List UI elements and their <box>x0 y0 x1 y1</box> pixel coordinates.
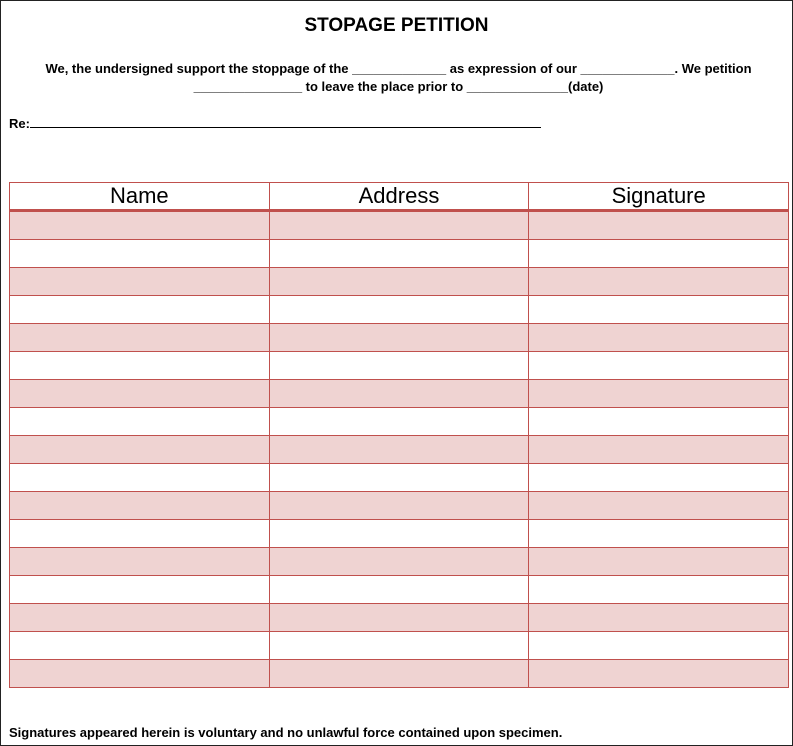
address-cell[interactable] <box>269 296 529 324</box>
table-row <box>10 464 789 492</box>
address-cell[interactable] <box>269 352 529 380</box>
signature-cell[interactable] <box>529 211 789 240</box>
signature-cell[interactable] <box>529 324 789 352</box>
signature-cell[interactable] <box>529 408 789 436</box>
signature-cell[interactable] <box>529 268 789 296</box>
name-cell[interactable] <box>10 240 270 268</box>
name-cell[interactable] <box>10 408 270 436</box>
address-cell[interactable] <box>269 380 529 408</box>
name-cell[interactable] <box>10 520 270 548</box>
re-label: Re: <box>9 116 30 131</box>
address-cell[interactable] <box>269 408 529 436</box>
name-cell[interactable] <box>10 211 270 240</box>
signature-cell[interactable] <box>529 240 789 268</box>
footer-note: Signatures appeared herein is voluntary and no unlawful force contained upon specimen. <box>9 725 563 740</box>
address-cell[interactable] <box>269 211 529 240</box>
table-row <box>10 436 789 464</box>
table-row <box>10 604 789 632</box>
name-cell[interactable] <box>10 268 270 296</box>
address-cell[interactable] <box>269 632 529 660</box>
address-cell[interactable] <box>269 492 529 520</box>
address-cell[interactable] <box>269 520 529 548</box>
signature-cell[interactable] <box>529 436 789 464</box>
table-row <box>10 632 789 660</box>
page-title: STOPAGE PETITION <box>304 15 489 36</box>
name-cell[interactable] <box>10 296 270 324</box>
name-cell[interactable] <box>10 380 270 408</box>
table-row <box>10 520 789 548</box>
intro-paragraph <box>7 60 790 96</box>
name-cell[interactable] <box>10 548 270 576</box>
table-row <box>10 380 789 408</box>
name-cell[interactable] <box>10 352 270 380</box>
table-row <box>10 576 789 604</box>
address-cell[interactable] <box>269 660 529 688</box>
address-cell[interactable] <box>269 604 529 632</box>
re-blank-line[interactable] <box>30 114 541 128</box>
table-row <box>10 296 789 324</box>
name-cell[interactable] <box>10 464 270 492</box>
table-row <box>10 352 789 380</box>
name-cell[interactable] <box>10 492 270 520</box>
signature-table <box>9 182 789 688</box>
address-cell[interactable] <box>269 436 529 464</box>
address-cell[interactable] <box>269 576 529 604</box>
address-cell[interactable] <box>269 268 529 296</box>
name-cell[interactable] <box>10 436 270 464</box>
table-row <box>10 548 789 576</box>
signature-cell[interactable] <box>529 604 789 632</box>
intro-line-1: We, the undersigned support the stoppage of the _____________ as expression of our _____________. We petition <box>45 61 752 76</box>
table-row <box>10 492 789 520</box>
table-row <box>10 268 789 296</box>
table-row <box>10 324 789 352</box>
signature-cell[interactable] <box>529 660 789 688</box>
address-cell[interactable] <box>269 548 529 576</box>
table-row <box>10 408 789 436</box>
signature-cell[interactable] <box>529 492 789 520</box>
signature-cell[interactable] <box>529 380 789 408</box>
address-cell[interactable] <box>269 464 529 492</box>
signature-cell[interactable] <box>529 632 789 660</box>
table-header-row <box>10 183 789 211</box>
name-cell[interactable] <box>10 604 270 632</box>
name-cell[interactable] <box>10 576 270 604</box>
table-row <box>10 211 789 240</box>
table-body <box>10 211 789 688</box>
signature-cell[interactable] <box>529 296 789 324</box>
name-cell[interactable] <box>10 660 270 688</box>
name-cell[interactable] <box>10 324 270 352</box>
table-row <box>10 660 789 688</box>
name-cell[interactable] <box>10 632 270 660</box>
header-address: Address <box>269 183 529 211</box>
signature-cell[interactable] <box>529 548 789 576</box>
address-cell[interactable] <box>269 324 529 352</box>
intro-line-2: _______________ to leave the place prior to ______________(date) <box>193 79 604 94</box>
table-row <box>10 240 789 268</box>
signature-cell[interactable] <box>529 464 789 492</box>
header-signature: Signature <box>529 183 789 211</box>
header-name: Name <box>10 183 270 211</box>
address-cell[interactable] <box>269 240 529 268</box>
re-field <box>9 114 541 131</box>
signature-cell[interactable] <box>529 520 789 548</box>
signature-cell[interactable] <box>529 352 789 380</box>
signature-cell[interactable] <box>529 576 789 604</box>
